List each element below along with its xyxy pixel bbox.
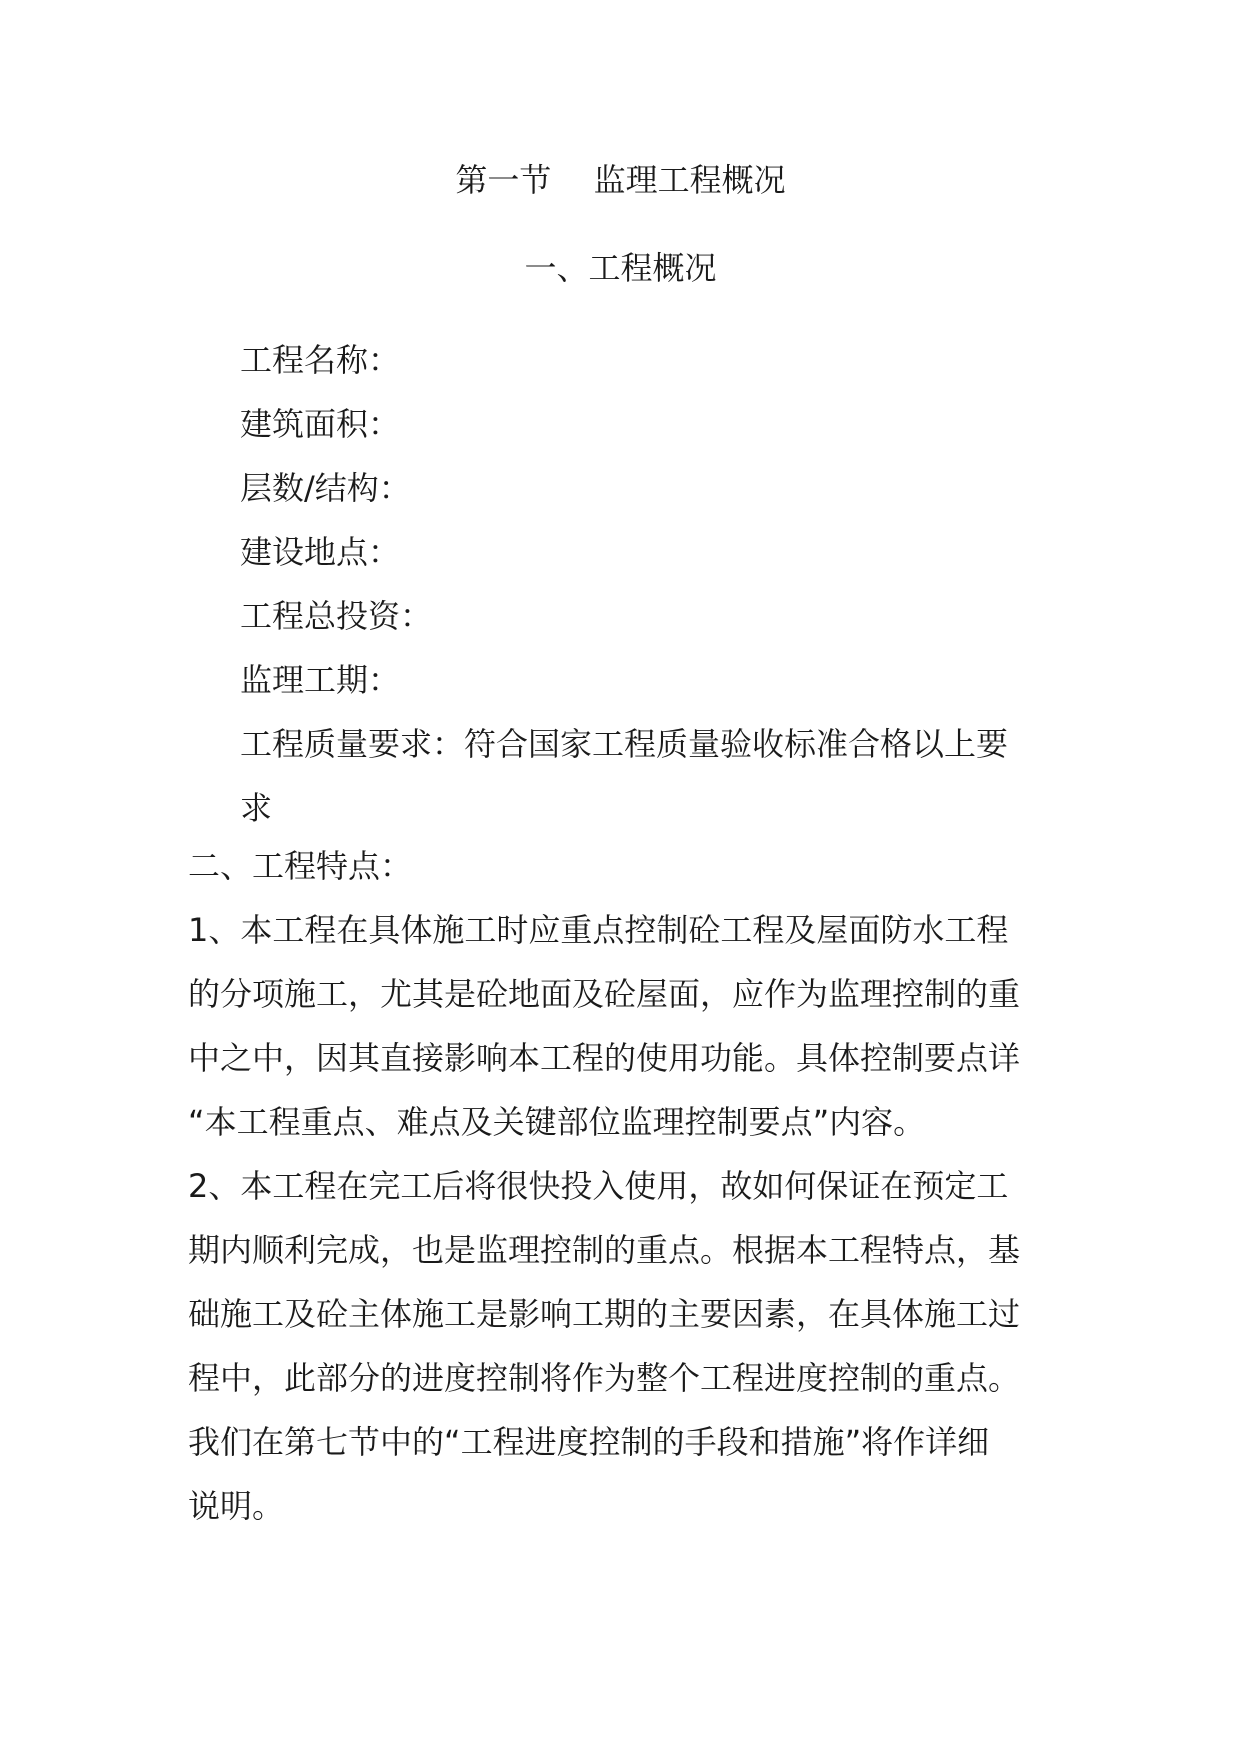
body-line: 中之中，因其直接影响本工程的使用功能。具体控制要点详	[188, 1039, 1021, 1077]
field-location: 建设地点：	[240, 533, 401, 571]
features-heading: 二、工程特点：	[188, 847, 413, 885]
field-floors-structure: 层数/结构：	[240, 469, 411, 507]
body-line: 2、本工程在完工后将很快投入使用，故如何保证在预定工	[188, 1167, 1009, 1205]
body-line: 础施工及砼主体施工是影响工期的主要因素，在具体施工过	[188, 1295, 1021, 1333]
body-line: 说明。	[188, 1487, 285, 1525]
body-line: 我们在第七节中的“工程进度控制的手段和措施”将作详细	[188, 1423, 990, 1461]
field-building-area: 建筑面积：	[240, 405, 401, 443]
field-supervision-period: 监理工期：	[240, 661, 401, 699]
field-total-investment: 工程总投资：	[240, 597, 433, 635]
body-line: 1、本工程在具体施工时应重点控制砼工程及屋面防水工程	[188, 911, 1009, 949]
body-line: 的分项施工，尤其是砼地面及砼屋面，应作为监理控制的重	[188, 975, 1021, 1013]
body-line: “本工程重点、难点及关键部位监理控制要点”内容。	[188, 1103, 926, 1141]
section-title: 第一节 监理工程概况	[455, 161, 786, 199]
body-line: 期内顺利完成，也是监理控制的重点。根据本工程特点，基	[188, 1231, 1021, 1269]
subheading-overview: 一、工程概况	[524, 249, 717, 287]
field-quality-requirement-cont: 求	[240, 789, 273, 827]
field-quality-requirement: 工程质量要求：符合国家工程质量验收标准合格以上要	[240, 725, 1009, 763]
body-line: 程中，此部分的进度控制将作为整个工程进度控制的重点。	[188, 1359, 1021, 1397]
field-project-name: 工程名称：	[240, 341, 401, 379]
